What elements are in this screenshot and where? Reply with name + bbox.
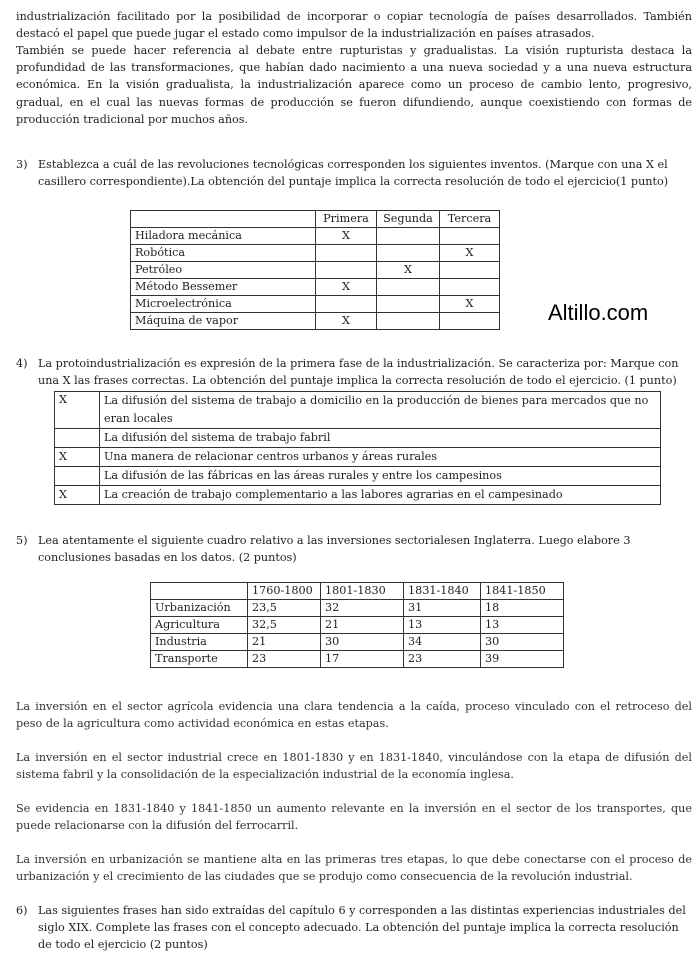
table-cell: Industria xyxy=(151,634,248,651)
table-row xyxy=(55,486,661,505)
question-number: 4) xyxy=(16,357,28,370)
table-cell xyxy=(440,279,500,296)
table-cell xyxy=(316,262,377,279)
table-header-cell: 1831-1840 xyxy=(404,583,481,600)
table-header-cell: Tercera xyxy=(440,211,500,228)
table-cell: 31 xyxy=(404,600,481,617)
question-number: 6) xyxy=(16,904,28,917)
table-cell: X xyxy=(440,245,500,262)
table-cell: X xyxy=(55,486,100,505)
table-cell xyxy=(377,296,440,313)
table-cell: Máquina de vapor xyxy=(131,313,316,330)
table-cell: Hiladora mecánica xyxy=(131,228,316,245)
table-row xyxy=(151,617,564,634)
table-header-cell xyxy=(131,211,316,228)
investments-table xyxy=(150,582,564,668)
table-header-cell xyxy=(151,583,248,600)
intro-paragraph-1: industrialización facilitado por la posibilidad de incorporar o copiar tecnología de países desarrollados. También destacó el papel que puede jugar el estado como impulsor de la industrialización en países atrasados. xyxy=(16,10,692,41)
table-cell: Método Bessemer xyxy=(131,279,316,296)
table-header-cell: Segunda xyxy=(377,211,440,228)
table-row xyxy=(55,392,661,429)
table-cell: 18 xyxy=(481,600,564,617)
question-number: 5) xyxy=(16,534,28,547)
question-text: La protoindustrialización es expresión de la primera fase de la industrialización. Se caracteriza por: Marque con una X las frases correctas. La obtención del puntaje implica la correcta resolución de todo el ejercicio. (1 punto) xyxy=(38,357,679,388)
table-cell: 23 xyxy=(404,651,481,668)
table-cell: X xyxy=(316,313,377,330)
table-cell: X xyxy=(316,228,377,245)
inventions-table xyxy=(130,210,500,330)
question-6 xyxy=(16,902,688,954)
question-number: 3) xyxy=(16,158,28,171)
table-cell: 32 xyxy=(321,600,404,617)
table-cell: Una manera de relacionar centros urbanos y áreas rurales xyxy=(100,448,661,467)
table-cell xyxy=(377,245,440,262)
table-row xyxy=(55,448,661,467)
table-cell: X xyxy=(377,262,440,279)
table-cell xyxy=(316,296,377,313)
table-cell: 30 xyxy=(481,634,564,651)
question-text: Lea atentamente el siguiente cuadro relativo a las inversiones sectorialesen Inglaterra. Luego elabore 3 conclusiones basadas en los datos. (2 puntos) xyxy=(38,534,631,565)
table-header-cell: 1801-1830 xyxy=(321,583,404,600)
question-5 xyxy=(16,532,688,566)
question-4 xyxy=(16,355,688,389)
conclusion-paragraph: La inversión en el sector agrícola evidencia una clara tendencia a la caída, proceso vinculado con el retroceso del peso de la agricultura como actividad económica en estas etapas. xyxy=(16,700,692,731)
table-cell: X xyxy=(440,296,500,313)
table-cell xyxy=(316,245,377,262)
table-header-row xyxy=(131,211,500,228)
table-cell: La creación de trabajo complementario a las labores agrarias en el campesinado xyxy=(100,486,661,505)
table-cell: Microelectrónica xyxy=(131,296,316,313)
table-cell: La difusión del sistema de trabajo a domicilio en la producción de bienes para mercados que no eran locales xyxy=(100,392,661,429)
table-cell: 23 xyxy=(248,651,321,668)
table-cell: X xyxy=(316,279,377,296)
table-cell: Urbanización xyxy=(151,600,248,617)
watermark-logo: Altillo.com xyxy=(548,300,649,325)
table-cell xyxy=(55,467,100,486)
table-cell: 39 xyxy=(481,651,564,668)
intro-paragraph-2: También se puede hacer referencia al debate entre rupturistas y gradualistas. La visión rupturista destaca la profundidad de las transformaciones, que habían dado nacimiento a una nueva sociedad y a una nueva estructura económica. En la visión gradualista, la industrialización aparece como un proceso de cambio lento, progresivo, gradual, en el cual las nuevas formas de producción se fueron difundiendo, aunque coexistiendo con formas de producción tradicional por muchos años. xyxy=(16,44,692,126)
table-cell: La difusión de las fábricas en las áreas rurales y entre los campesinos xyxy=(100,467,661,486)
table-cell xyxy=(440,228,500,245)
table-cell: 34 xyxy=(404,634,481,651)
table-cell: X xyxy=(55,448,100,467)
table-cell: 30 xyxy=(321,634,404,651)
table-cell: La difusión del sistema de trabajo fabril xyxy=(100,429,661,448)
table-row xyxy=(151,634,564,651)
table-cell: Petróleo xyxy=(131,262,316,279)
table-header-cell: 1760-1800 xyxy=(248,583,321,600)
table-cell: 21 xyxy=(248,634,321,651)
table-header-cell: 1841-1850 xyxy=(481,583,564,600)
table-header-row xyxy=(151,583,564,600)
question-text: Las siguientes frases han sido extraídas del capítulo 6 y corresponden a las distintas experiencias industriales del siglo XIX. Complete las frases con el concepto adecuado. La obtención del puntaje implica la correcta resolución de todo el ejercicio (2 puntos) xyxy=(38,904,686,952)
table-cell xyxy=(55,429,100,448)
conclusion-paragraph: La inversión en urbanización se mantiene alta en las primeras tres etapas, lo que debe conectarse con el proceso de urbanización y el crecimiento de las ciudades que se produjo como consecuencia de la revolución industrial. xyxy=(16,853,692,884)
table-cell: 13 xyxy=(481,617,564,634)
table-cell: Robótica xyxy=(131,245,316,262)
table-row xyxy=(55,429,661,448)
table-cell xyxy=(377,279,440,296)
table-row xyxy=(151,651,564,668)
table-cell: Agricultura xyxy=(151,617,248,634)
table-cell xyxy=(377,228,440,245)
table-cell: 13 xyxy=(404,617,481,634)
table-cell xyxy=(440,262,500,279)
table-cell: 23,5 xyxy=(248,600,321,617)
conclusion-paragraph: Se evidencia en 1831-1840 y 1841-1850 un aumento relevante en la inversión en el sector de los transportes, que puede relacionarse con la difusión del ferrocarril. xyxy=(16,802,692,833)
table-row xyxy=(131,228,500,245)
table-cell: 17 xyxy=(321,651,404,668)
table-row xyxy=(131,279,500,296)
table-cell: Transporte xyxy=(151,651,248,668)
table-row xyxy=(131,313,500,330)
table-cell: 32,5 xyxy=(248,617,321,634)
conclusion-paragraph: La inversión en el sector industrial crece en 1801-1830 y en 1831-1840, vinculándose con la etapa de difusión del sistema fabril y la consolidación de la especialización industrial de la economía inglesa. xyxy=(16,751,692,782)
table-cell xyxy=(440,313,500,330)
table-row xyxy=(131,262,500,279)
table-cell: X xyxy=(55,392,100,429)
table-row xyxy=(131,245,500,262)
protoindustrialization-table xyxy=(54,391,661,505)
table-cell: 21 xyxy=(321,617,404,634)
table-row xyxy=(151,600,564,617)
question-3 xyxy=(16,156,688,190)
table-row xyxy=(55,467,661,486)
table-row xyxy=(131,296,500,313)
question-text: Establezca a cuál de las revoluciones tecnológicas corresponden los siguientes inventos. (Marque con una X el casillero correspondiente).La obtención del puntaje implica la correcta resolución de todo el ejercicio(1 punto) xyxy=(38,158,669,189)
table-header-cell: Primera xyxy=(316,211,377,228)
table-cell xyxy=(377,313,440,330)
